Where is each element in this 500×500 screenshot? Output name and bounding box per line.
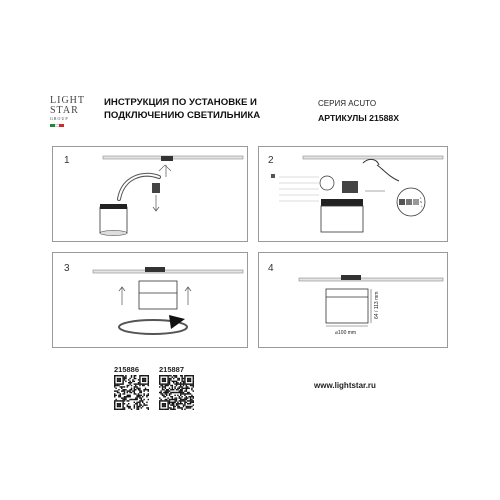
luminaire-body	[139, 281, 177, 309]
luminaire-top	[100, 204, 127, 209]
height-label: 64 / 113 mm	[374, 291, 380, 319]
luminaire-body	[321, 206, 363, 232]
mounting-plate	[145, 267, 165, 272]
logo-line3: GROUP	[50, 116, 69, 121]
step-4-illustration	[259, 253, 449, 349]
legend-ground: ⏚	[420, 204, 424, 208]
qr-code-icon[interactable]	[159, 375, 194, 410]
rotate-arrowhead-icon	[169, 315, 185, 329]
step-number: 4	[268, 263, 274, 274]
title-line1: ИНСТРУКЦИЯ ПО УСТАНОВКЕ И	[104, 97, 257, 108]
page-title	[104, 96, 274, 122]
legend-live: L	[420, 196, 422, 200]
qr-label-215886: 215886	[114, 365, 140, 374]
title-line2: ПОДКЛЮЧЕНИЮ СВЕТИЛЬНИКА	[104, 110, 261, 121]
screwdriver-icon	[153, 195, 159, 211]
step-number: 3	[64, 263, 70, 274]
logo-line2: STAR	[50, 105, 79, 116]
ceiling-surface	[299, 278, 443, 281]
ceiling-surface	[93, 270, 243, 273]
luminaire-body	[100, 207, 127, 233]
series-label: СЕРИЯ ACUTO	[318, 99, 377, 108]
wire	[363, 159, 379, 165]
terminal-block-icon	[320, 176, 334, 190]
step-number: 2	[268, 155, 274, 166]
step-number: 1	[64, 155, 70, 166]
logo-line1: LIGHT	[50, 95, 85, 106]
driver-icon	[342, 181, 358, 193]
step-3-illustration	[53, 253, 249, 349]
wiring-notes	[279, 177, 319, 201]
brand-logo	[50, 96, 94, 127]
legend-neutral: N	[420, 200, 423, 204]
panel-step-1	[52, 146, 248, 242]
ceiling-surface	[303, 156, 443, 159]
articles-label: АРТИКУЛЫ 21588X	[318, 113, 400, 123]
mounting-plate	[161, 156, 173, 161]
qr-label-215887: 215887	[159, 365, 185, 374]
step-2-illustration	[259, 147, 449, 243]
dowel-icon	[152, 183, 160, 193]
mounting-plate	[341, 275, 361, 280]
qr-code-icon[interactable]	[114, 375, 149, 410]
panel-step-4	[258, 252, 448, 348]
panel-step-2	[258, 146, 448, 242]
up-arrow-icon	[159, 165, 171, 171]
up-arrow-icon	[119, 287, 125, 305]
diameter-label: ⌀100 mm	[335, 330, 357, 336]
step-1-illustration	[53, 147, 249, 243]
luminaire-body	[326, 289, 368, 323]
up-arrow-icon	[185, 287, 191, 305]
website-link[interactable]: www.lightstar.ru	[314, 381, 376, 390]
panel-step-3	[52, 252, 248, 348]
italian-flag-icon	[50, 124, 64, 127]
